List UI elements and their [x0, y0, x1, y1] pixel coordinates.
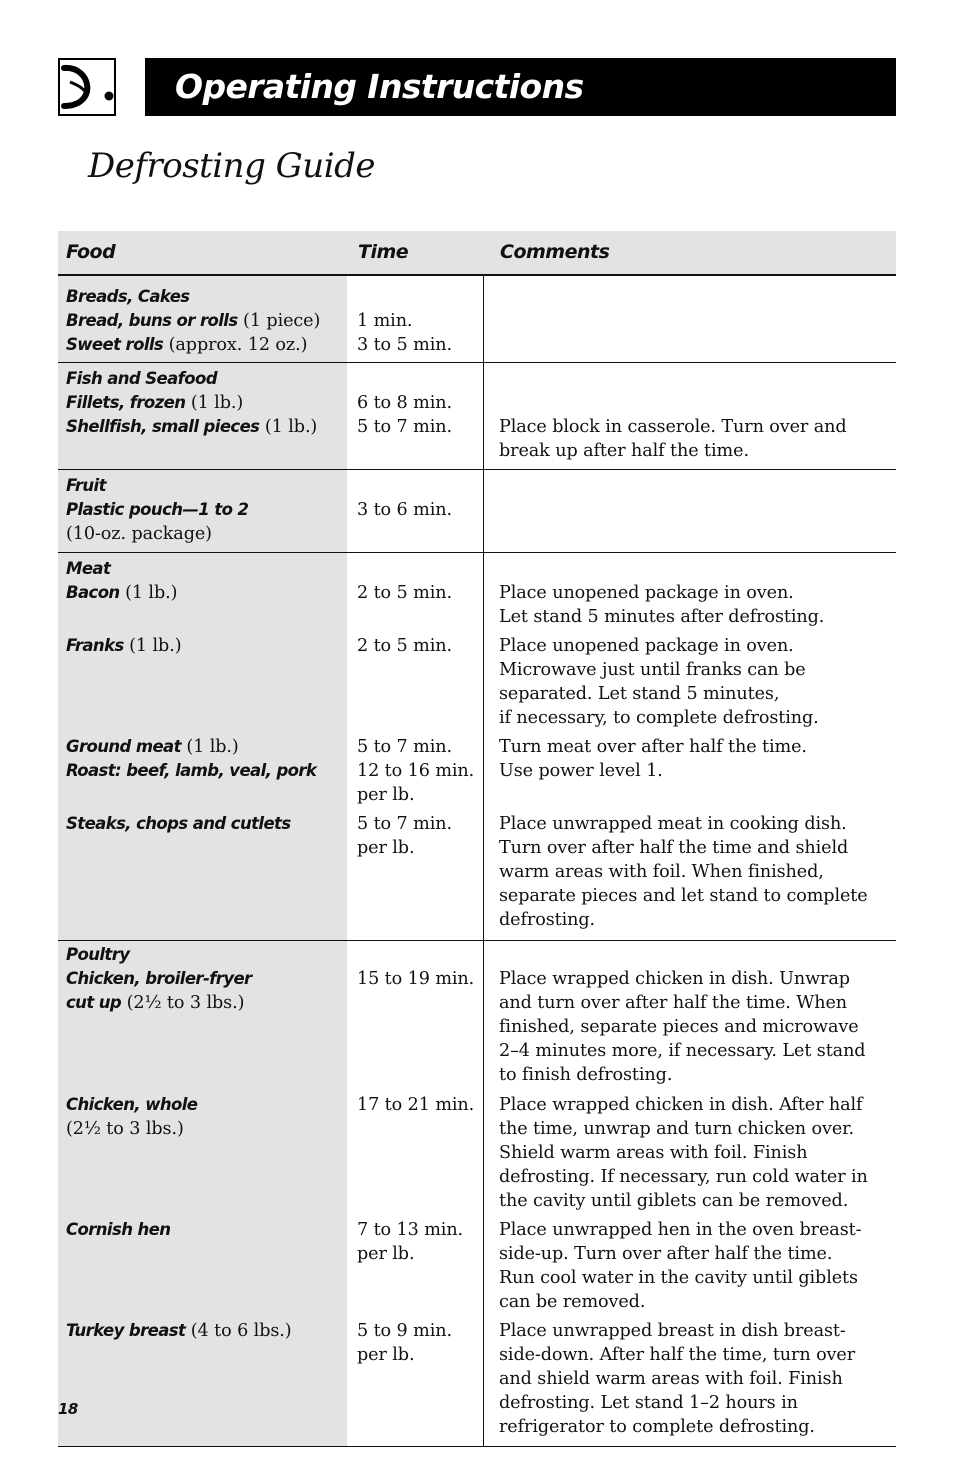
section-heading: Fish and Seafood: [66, 369, 217, 388]
time-value: 5 to 7 min.: [357, 417, 452, 437]
food-item: Plastic pouch—1 to 2: [66, 500, 249, 519]
comment-text: Place unwrapped meat in cooking dish.: [499, 814, 847, 834]
food-item: Ground meat (1 lb.): [66, 737, 239, 757]
time-value: 17 to 21 min.: [357, 1095, 475, 1115]
time-value: 6 to 8 min.: [357, 393, 452, 413]
comment-text: 2–4 minutes more, if necessary. Let stand: [499, 1041, 866, 1061]
defrosting-table: [58, 231, 896, 1447]
food-item: Bacon (1 lb.): [66, 583, 178, 603]
comment-text: Let stand 5 minutes after defrosting.: [499, 607, 825, 627]
section-fruit: [58, 470, 896, 553]
section-heading: Breads, Cakes: [66, 287, 190, 306]
section-poultry: [58, 941, 896, 1447]
time-value: 15 to 19 min.: [357, 969, 475, 989]
comment-text: Place unwrapped hen in the oven breast-: [499, 1220, 862, 1240]
table-header: [58, 231, 896, 276]
section-meat: [58, 553, 896, 941]
comment-text: refrigerator to complete defrosting.: [499, 1417, 815, 1437]
time-value: 12 to 16 min.: [357, 761, 475, 781]
comment-text: if necessary, to complete defrosting.: [499, 708, 819, 728]
food-item: Turkey breast (4 to 6 lbs.): [66, 1321, 292, 1341]
section-heading: Poultry: [66, 945, 130, 964]
time-value: 5 to 7 min.: [357, 737, 452, 757]
comment-text: to finish defrosting.: [499, 1065, 673, 1085]
column-header-comments: Comments: [500, 241, 610, 263]
time-value: 5 to 9 min.: [357, 1321, 452, 1341]
time-value: 2 to 5 min.: [357, 636, 452, 656]
food-item: Cornish hen: [66, 1220, 171, 1239]
comment-text: Place unopened package in oven.: [499, 583, 794, 603]
section-heading: Fruit: [66, 476, 106, 495]
comment-text: side-down. After half the time, turn over: [499, 1345, 856, 1365]
header-title: Operating Instructions: [175, 67, 584, 106]
food-item: cut up (2½ to 3 lbs.): [66, 993, 245, 1013]
comment-text: Place unwrapped breast in dish breast-: [499, 1321, 846, 1341]
food-item: Bread, buns or rolls (1 piece): [66, 311, 321, 331]
food-item: Sweet rolls (approx. 12 oz.): [66, 335, 308, 355]
time-value: 5 to 7 min.: [357, 814, 452, 834]
comment-text: the cavity until giblets can be removed.: [499, 1191, 849, 1211]
page-title: Defrosting Guide: [88, 146, 375, 186]
time-value: 2 to 5 min.: [357, 583, 452, 603]
comment-text: Place wrapped chicken in dish. After half: [499, 1095, 863, 1115]
comment-text: defrosting. Let stand 1–2 hours in: [499, 1393, 798, 1413]
comment-text: and shield warm areas with foil. Finish: [499, 1369, 843, 1389]
food-item: Franks (1 lb.): [66, 636, 182, 656]
food-item: Fillets, frozen (1 lb.): [66, 393, 244, 413]
food-item: Roast: beef, lamb, veal, pork: [66, 761, 317, 780]
food-item: Chicken, broiler-fryer: [66, 969, 252, 988]
food-item-detail: (10-oz. package): [66, 524, 212, 544]
comment-text: Shield warm areas with foil. Finish: [499, 1143, 808, 1163]
column-header-food: Food: [66, 241, 116, 263]
time-value: 1 min.: [357, 311, 413, 331]
microwave-logo-icon: [58, 58, 116, 116]
time-value: 3 to 5 min.: [357, 335, 452, 355]
section-breads-cakes: [58, 276, 896, 363]
comment-text: warm areas with foil. When finished,: [499, 862, 824, 882]
comment-text: Turn meat over after half the time.: [499, 737, 807, 757]
section-heading: Meat: [66, 559, 111, 578]
comment-text: Use power level 1.: [499, 761, 663, 781]
time-value: 7 to 13 min.: [357, 1220, 464, 1240]
comment-text: Microwave just until franks can be: [499, 660, 806, 680]
comment-text: separate pieces and let stand to complete: [499, 886, 868, 906]
comment-text: Place wrapped chicken in dish. Unwrap: [499, 969, 850, 989]
comment-text: the time, unwrap and turn chicken over.: [499, 1119, 855, 1139]
food-item: Steaks, chops and cutlets: [66, 814, 291, 833]
comment-text: and turn over after half the time. When: [499, 993, 848, 1013]
food-item-detail: (2½ to 3 lbs.): [66, 1119, 184, 1139]
food-item: Shellfish, small pieces (1 lb.): [66, 417, 318, 437]
comment-text: finished, separate pieces and microwave: [499, 1017, 859, 1037]
comment-text: side-up. Turn over after half the time.: [499, 1244, 833, 1264]
comment-text: Run cool water in the cavity until giblets: [499, 1268, 858, 1288]
comment-text: Place unopened package in oven.: [499, 636, 794, 656]
comment-text: defrosting.: [499, 910, 596, 930]
column-header-time: Time: [358, 241, 409, 263]
comment-text: Turn over after half the time and shield: [499, 838, 849, 858]
comment-text: break up after half the time.: [499, 441, 749, 461]
comment-text: separated. Let stand 5 minutes,: [499, 684, 780, 704]
comment-text: can be removed.: [499, 1292, 646, 1312]
comment-text: defrosting. If necessary, run cold water in: [499, 1167, 868, 1187]
food-item: Chicken, whole: [66, 1095, 198, 1114]
time-value: per lb.: [357, 1345, 415, 1365]
time-value: per lb.: [357, 1244, 415, 1264]
time-value: 3 to 6 min.: [357, 500, 452, 520]
time-value: per lb.: [357, 785, 415, 805]
time-value: per lb.: [357, 838, 415, 858]
page-number: 18: [58, 1400, 78, 1418]
comment-text: Place block in casserole. Turn over and: [499, 417, 847, 437]
section-fish-seafood: [58, 363, 896, 470]
